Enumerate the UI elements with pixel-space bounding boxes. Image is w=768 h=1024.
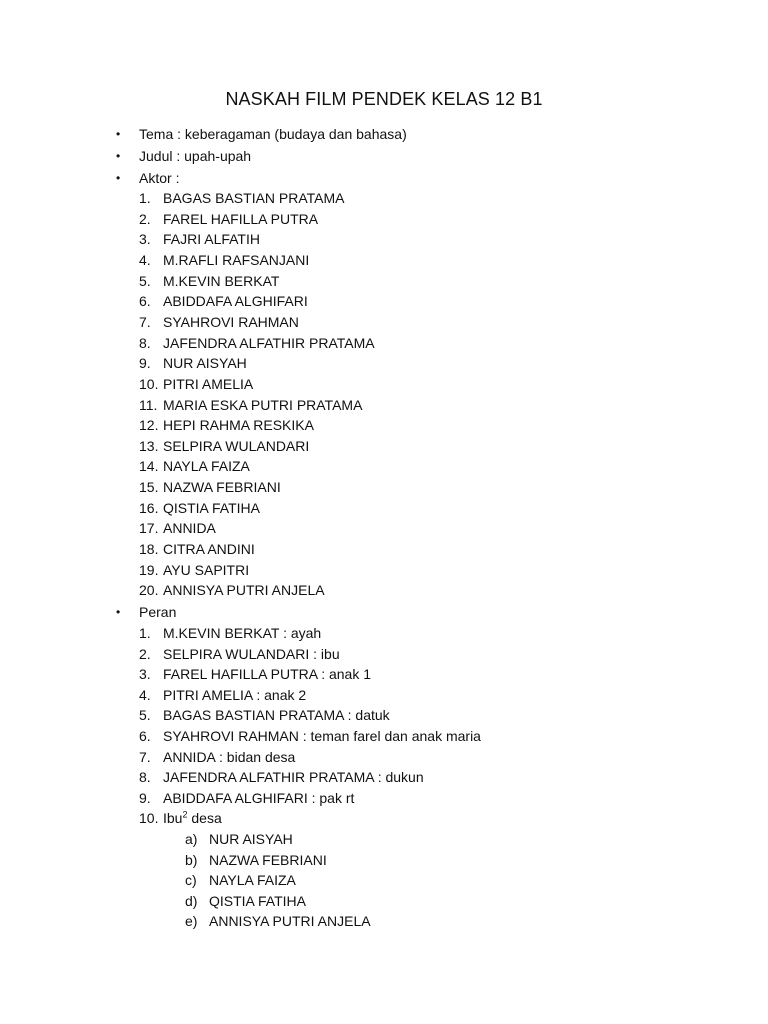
list-number: 6.	[139, 728, 151, 744]
list-item-text	[163, 808, 222, 829]
list-item-text: SELPIRA WULANDARI : ibu	[163, 645, 340, 662]
bullet-icon: •	[116, 149, 121, 163]
aktor-label: Aktor :	[139, 170, 180, 186]
list-number: 12.	[139, 417, 159, 434]
list-number: e)	[185, 913, 198, 930]
list-number: 18.	[139, 541, 159, 558]
list-item-text: ABIDDAFA ALGHIFARI : pak rt	[163, 789, 355, 806]
list-number: 3.	[139, 231, 151, 248]
list-item-text: BAGAS BASTIAN PRATAMA : datuk	[163, 707, 390, 724]
list-number: 10.	[139, 810, 159, 826]
list-item-text: NUR AISYAH	[209, 831, 293, 847]
tema-text: Tema : keberagaman (budaya dan bahasa)	[139, 126, 407, 142]
list-item-text: FAJRI ALFATIH	[163, 231, 260, 248]
bullet-icon: •	[116, 605, 121, 619]
list-item-text: CITRA ANDINI	[163, 541, 255, 558]
ibu-label: Ibu	[163, 810, 183, 826]
list-item-text: ANNIDA	[163, 520, 216, 537]
peran-label: Peran	[139, 604, 177, 620]
list-item-text: PITRI AMELIA	[163, 375, 254, 392]
list-number: b)	[185, 851, 198, 868]
list-item-text: M.KEVIN BERKAT	[163, 272, 280, 289]
judul-text: Judul : upah-upah	[139, 148, 252, 164]
list-number: 4.	[139, 686, 151, 703]
list-number: d)	[185, 892, 198, 909]
list-number: 5.	[139, 707, 151, 724]
list-number: c)	[185, 872, 197, 889]
list-number: 14.	[139, 458, 159, 475]
list-item-text: JAFENDRA ALFATHIR PRATAMA	[163, 334, 375, 351]
list-number: 9.	[139, 789, 151, 806]
list-number: 10.	[139, 375, 159, 392]
list-number: 17.	[139, 520, 159, 537]
list-item-text: QISTIA FATIHA	[163, 499, 260, 516]
list-item-text: SYAHROVI RAHMAN : teman farel dan anak maria	[163, 728, 481, 744]
list-number: 7.	[139, 748, 151, 765]
list-number: 2.	[139, 210, 151, 227]
list-item-text: M.KEVIN BERKAT : ayah	[163, 625, 322, 641]
list-number: 3.	[139, 666, 151, 683]
list-number: 1.	[139, 625, 151, 641]
list-item-text: M.RAFLI RAFSANJANI	[163, 251, 310, 268]
bullet-icon: •	[116, 171, 121, 185]
list-item-text: HEPI RAHMA RESKIKA	[163, 417, 314, 434]
list-item-text: QISTIA FATIHA	[209, 892, 306, 909]
list-number: 16.	[139, 499, 159, 516]
list-item-text: ABIDDAFA ALGHIFARI	[163, 293, 308, 310]
list-number: 6.	[139, 293, 151, 310]
list-number: 11.	[139, 396, 158, 413]
list-item-text: ANNISYA PUTRI ANJELA	[163, 582, 325, 599]
list-item-text: NAZWA FEBRIANI	[163, 479, 281, 496]
document-title: NASKAH FILM PENDEK KELAS 12 B1	[225, 89, 543, 109]
list-item-text: NUR AISYAH	[163, 355, 247, 372]
list-number: 19.	[139, 561, 159, 578]
list-number: 8.	[139, 334, 151, 351]
list-number: 20.	[139, 582, 159, 599]
list-number: 4.	[139, 251, 151, 268]
list-number: 15.	[139, 479, 159, 496]
list-number: 13.	[139, 437, 159, 454]
list-item-text: NAZWA FEBRIANI	[209, 851, 327, 868]
list-item-text: NAYLA FAIZA	[163, 458, 250, 475]
list-item-text: AYU SAPITRI	[163, 561, 250, 578]
list-item-text: PITRI AMELIA : anak 2	[163, 686, 307, 703]
list-item-text: FAREL HAFILLA PUTRA : anak 1	[163, 666, 372, 683]
list-item-text: SELPIRA WULANDARI	[163, 437, 310, 454]
list-item-text: ANNISYA PUTRI ANJELA	[209, 913, 371, 930]
list-item-text: JAFENDRA ALFATHIR PRATAMA : dukun	[163, 769, 424, 786]
list-number: 2.	[139, 645, 151, 662]
list-number: 8.	[139, 769, 151, 786]
desa-label: desa	[187, 810, 222, 826]
list-number: 1.	[139, 190, 151, 206]
list-number: a)	[185, 831, 198, 847]
list-item-text: FAREL HAFILLA PUTRA	[163, 210, 319, 227]
list-item-text: ANNIDA : bidan desa	[163, 748, 296, 765]
list-number: 5.	[139, 272, 151, 289]
list-item-text: BAGAS BASTIAN PRATAMA	[163, 190, 345, 206]
bullet-icon: •	[116, 127, 121, 141]
superscript: 2	[182, 809, 188, 820]
list-item-text: MARIA ESKA PUTRI PRATAMA	[163, 396, 363, 413]
list-number: 9.	[139, 355, 151, 372]
list-item-text: NAYLA FAIZA	[209, 872, 296, 889]
list-number: 7.	[139, 313, 151, 330]
list-item-text: SYAHROVI RAHMAN	[163, 313, 299, 330]
